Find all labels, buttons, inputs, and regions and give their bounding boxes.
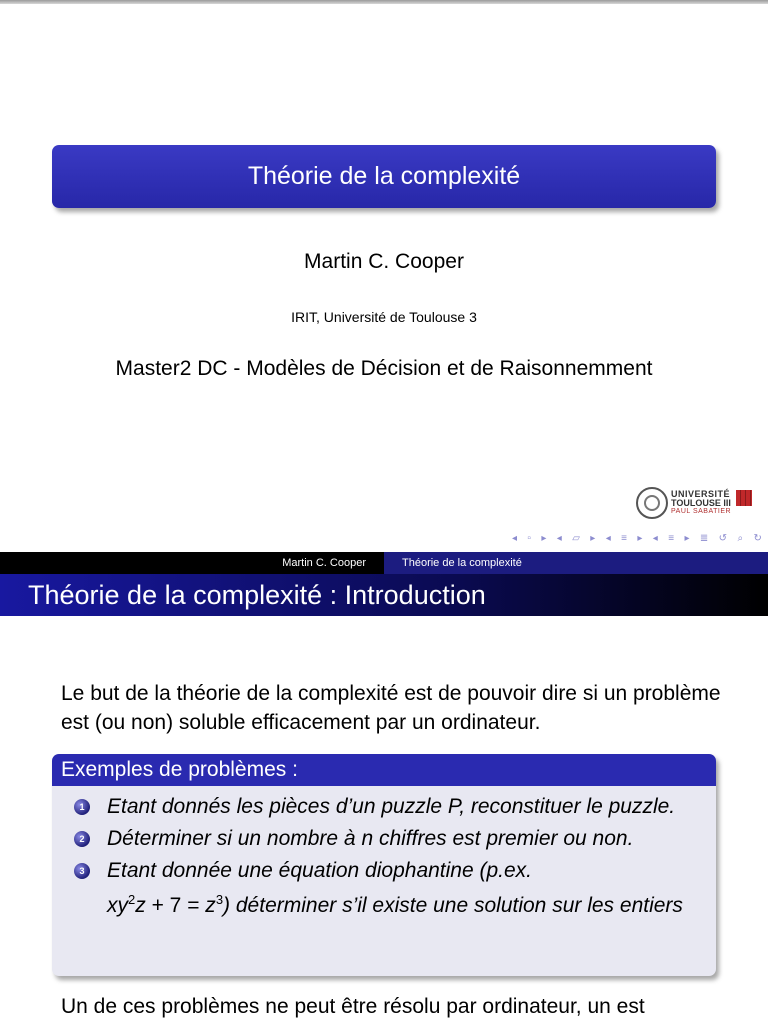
nav-frame-icon[interactable]: ▫ bbox=[527, 532, 531, 544]
nav-subsection-icon[interactable]: ▱ bbox=[572, 532, 580, 544]
nav-back-icon[interactable]: ↺ bbox=[718, 532, 728, 544]
nav-doc-next-icon[interactable]: ▸ bbox=[684, 532, 690, 544]
university-logo bbox=[636, 487, 754, 521]
footer-author-text: Martin C. Cooper bbox=[282, 557, 366, 569]
nav-section-icon[interactable]: ≡ bbox=[621, 532, 627, 544]
footer-bar bbox=[0, 552, 768, 574]
bullet-1-icon: 1 bbox=[74, 799, 90, 815]
list-item-text-after: ) déterminer s’il existe une solution sur les entiers bbox=[223, 894, 683, 917]
course-name: Master2 DC - Modèles de Décision et de Raisonnemment bbox=[115, 357, 653, 380]
list-item bbox=[52, 792, 716, 821]
nav-menu-icon[interactable]: ≣ bbox=[699, 532, 709, 544]
list-item bbox=[52, 856, 716, 920]
logo-flag-icon bbox=[736, 490, 752, 506]
nav-doc-prev-icon[interactable]: ◂ bbox=[652, 532, 658, 544]
list-item-text: Déterminer si un nombre à n chiffres est premier ou non. bbox=[107, 827, 634, 850]
footer-author bbox=[0, 552, 384, 574]
frame-title bbox=[0, 574, 768, 616]
logo-line-1: UNIVERSITÉ bbox=[671, 489, 731, 499]
list-item bbox=[52, 824, 716, 853]
author-name: Martin C. Cooper bbox=[304, 250, 464, 273]
block-title: Exemples de problèmes : bbox=[52, 754, 716, 786]
nav-subsection-prev-icon[interactable]: ◂ bbox=[556, 532, 562, 544]
examples-block bbox=[52, 754, 716, 976]
nav-search-icon[interactable]: ⌕ bbox=[737, 532, 744, 544]
logo-line-3: PAUL SABATIER bbox=[671, 508, 732, 515]
nav-forward-icon[interactable]: ↻ bbox=[753, 532, 762, 544]
nav-doc-icon[interactable]: ≡ bbox=[668, 532, 675, 544]
bullet-3-icon: 3 bbox=[74, 863, 90, 879]
list-item-text: Etant donnés les pièces d’un puzzle P, reconstituer le puzzle. bbox=[107, 795, 676, 818]
institute: IRIT, Université de Toulouse 3 bbox=[291, 309, 477, 325]
logo-line-2: TOULOUSE III bbox=[671, 498, 731, 508]
top-border bbox=[0, 0, 768, 4]
nav-section-next-icon[interactable]: ▸ bbox=[637, 532, 643, 544]
outro-paragraph: Un de ces problèmes ne peut être résolu par ordinateur, un est bbox=[61, 995, 645, 1018]
nav-section-prev-icon[interactable]: ◂ bbox=[605, 532, 611, 544]
frame-title-text: Théorie de la complexité : Introduction bbox=[28, 579, 486, 610]
nav-next-icon[interactable]: ▸ bbox=[541, 532, 547, 544]
logo-emblem-icon bbox=[636, 487, 668, 519]
nav-subsection-next-icon[interactable]: ▸ bbox=[590, 532, 596, 544]
footer-title bbox=[384, 552, 768, 574]
footer-title-text: Théorie de la complexité bbox=[402, 557, 522, 569]
list-item-text-before: Etant donnée une équation diophantine (p.ex. bbox=[107, 859, 533, 882]
bullet-2-icon: 2 bbox=[74, 831, 90, 847]
beamer-navigation[interactable] bbox=[512, 530, 762, 546]
title-box bbox=[52, 145, 716, 208]
intro-paragraph: Le but de la théorie de la complexité est de pouvoir dire si un problème est (ou non) soluble efficacement par un ordinateur. bbox=[61, 682, 721, 734]
equation: $xy^2z + 7 = z^3$ bbox=[107, 892, 224, 917]
presentation-title: Théorie de la complexité bbox=[247, 162, 521, 190]
examples-list bbox=[52, 786, 716, 920]
nav-prev-icon[interactable]: ◂ bbox=[512, 532, 518, 544]
